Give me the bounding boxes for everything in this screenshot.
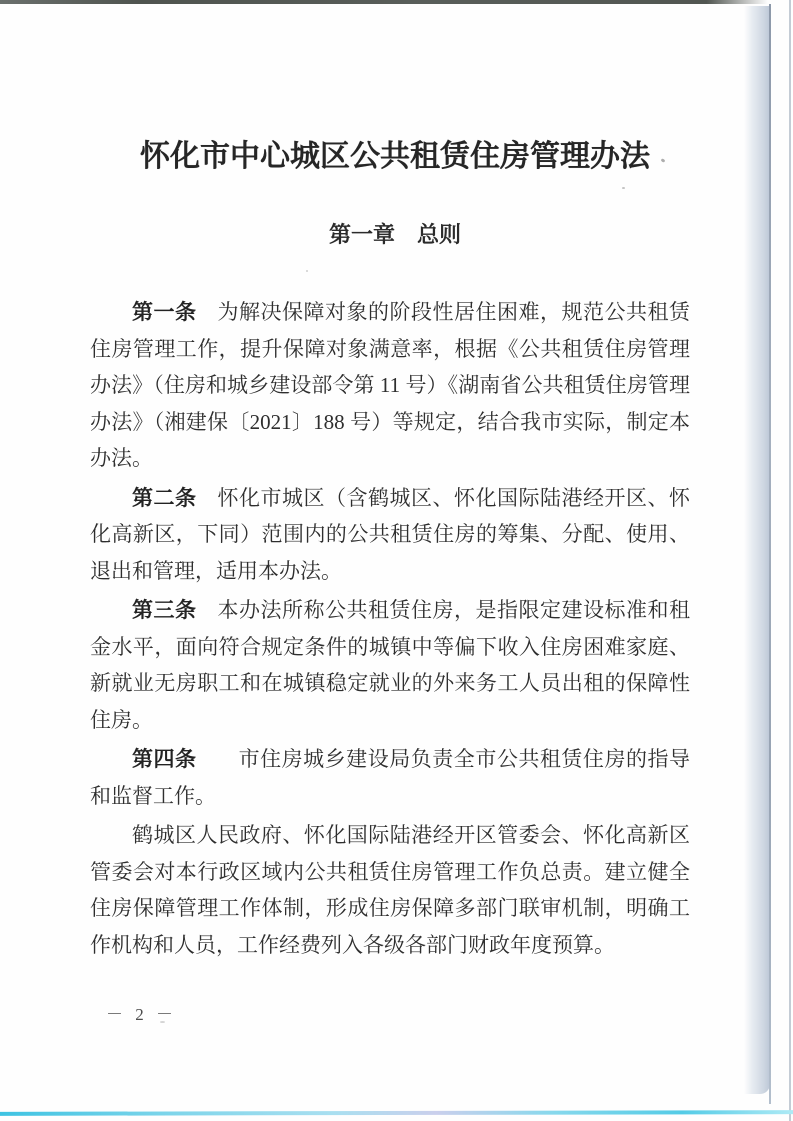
page-number: － 2 － — [106, 1005, 177, 1024]
document-title: 怀化市中心城区公共租赁住房管理办法 — [140, 140, 650, 173]
article-number: 第二条 — [132, 485, 197, 510]
article-paragraph — [90, 480, 690, 590]
chapter-heading: 第一章 总则 — [328, 222, 461, 247]
scan-right-edge-line — [789, 0, 791, 1121]
page-curl-shadow — [744, 6, 770, 1094]
article-paragraph — [90, 741, 690, 814]
article-paragraph — [90, 817, 690, 963]
scan-top-edge-line — [0, 0, 768, 4]
article-text: 本办法所称公共租赁住房，是指限定建设标准和租金水平，面向符合规定条件的城镇中等偏下收入住房困难家庭、新就业无房职工和在城镇稳定就业的外来务工人员出租的保障性住房。 — [90, 598, 690, 732]
article-number: 第三条 — [132, 598, 197, 622]
scan-noise-speck — [622, 187, 625, 189]
article-number: 第四条 — [132, 747, 197, 771]
page-edge-line — [769, 4, 771, 1104]
article-text: 鹤城区人民政府、怀化国际陆港经开区管委会、怀化高新区管委会对本行政区域内公共租赁住房管理工作负总责。建立健全住房保障管理工作体制，形成住房保障多部门联审机制，明确工作机构和人员，工作经费列入各级各部门财政年度预算。 — [90, 823, 690, 957]
document-body — [90, 294, 690, 966]
scan-noise-speck — [306, 270, 308, 272]
article-paragraph — [90, 294, 690, 477]
scan-bottom-cyan-line — [0, 1110, 793, 1116]
article-text: 市住房城乡建设局负责全市公共租赁住房的指导和监督工作。 — [90, 747, 691, 808]
article-text: 怀化市城区（含鹤城区、怀化国际陆港经开区、怀化高新区，下同）范围内的公共租赁住房的筹集、分配、使用、退出和管理，适用本办法。 — [90, 485, 690, 583]
article-text: 为解决保障对象的阶段性居住困难，规范公共租赁住房管理工作，提升保障对象满意率，根据《公共租赁住房管理办法》（住房和城乡建设部令第 11 号）《湖南省公共租赁住房管理办法》（湘建保〔2021〕188 号）等规定，结合我市实际，制定本办法。 — [90, 300, 690, 470]
article-paragraph — [90, 592, 690, 738]
article-number: 第一条 — [132, 300, 197, 324]
